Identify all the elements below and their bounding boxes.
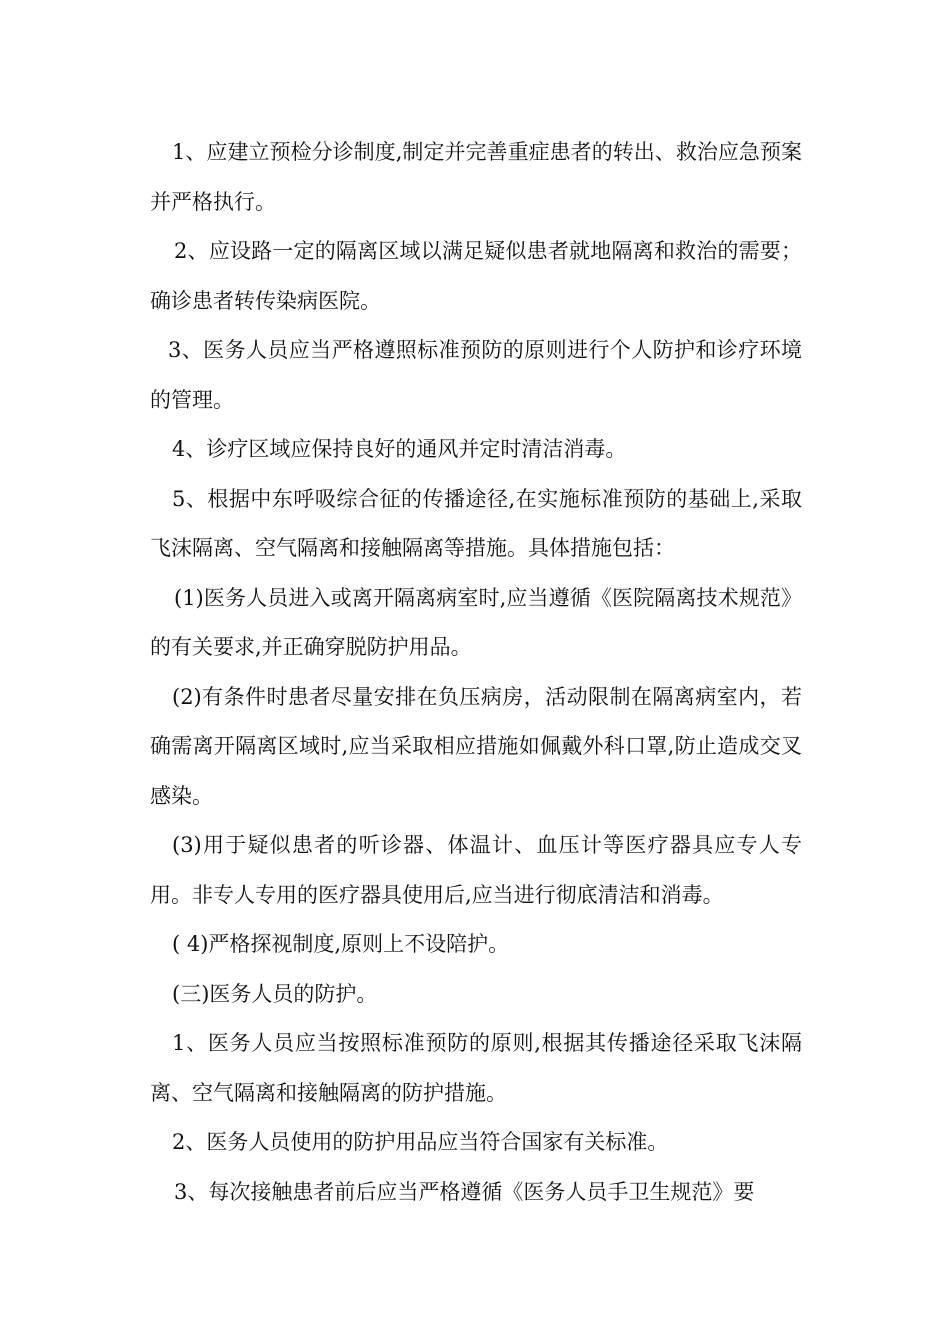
paragraph-7: (2)有条件时患者尽量安排在负压病房，活动限制在隔离病室内，若确需离开隔离区域时,应当采取相应措施如佩戴外科口罩,防止造成交叉感染。 [150,684,802,808]
paragraph-6: (1)医务人员进入或离开隔离病室时,应当遵循《医院隔离技术规范》的有关要求,并正确穿脱防护用品。 [150,585,802,659]
document-body [150,128,802,1217]
paragraph-4: 4、诊疗区域应保持良好的通风并定时清洁消毒。 [172,437,627,461]
paragraph-3: 3、医务人员应当严格遵照标准预防的原则进行个人防护和诊疗环境的管理。 [150,338,802,412]
paragraph-1: 1、应建立预检分诊制度,制定并完善重症患者的转出、救治应急预案并严格执行。 [150,140,802,214]
paragraph-10: (三)医务人员的防护。 [172,981,378,1006]
paragraph-11: 1、医务人员应当按照标准预防的原则,根据其传播途径采取飞沫隔离、空气隔离和接触隔离的防护措施。 [150,1031,802,1105]
paragraph-13: 3、每次接触患者前后应当严格遵循《医务人员手卫生规范》要 [174,1179,755,1204]
paragraph-8: (3)用于疑似患者的听诊器、体温计、血压计等医疗器具应专人专用。非专人专用的医疗器具使用后,应当进行彻底清洁和消毒。 [150,833,802,907]
paragraph-2: 2、应设路一定的隔离区域以满足疑似患者就地隔离和救治的需要；确诊患者转传染病医院。 [150,239,802,313]
paragraph-5: 5、根据中东呼吸综合征的传播途径,在实施标准预防的基础上,采取飞沫隔离、空气隔离和接触隔离等措施。具体措施包括： [150,486,802,560]
paragraph-9: ( 4)严格探视制度,原则上不设陪护。 [172,932,510,956]
paragraph-12: 2、医务人员使用的防护用品应当符合国家有关标准。 [172,1130,669,1154]
